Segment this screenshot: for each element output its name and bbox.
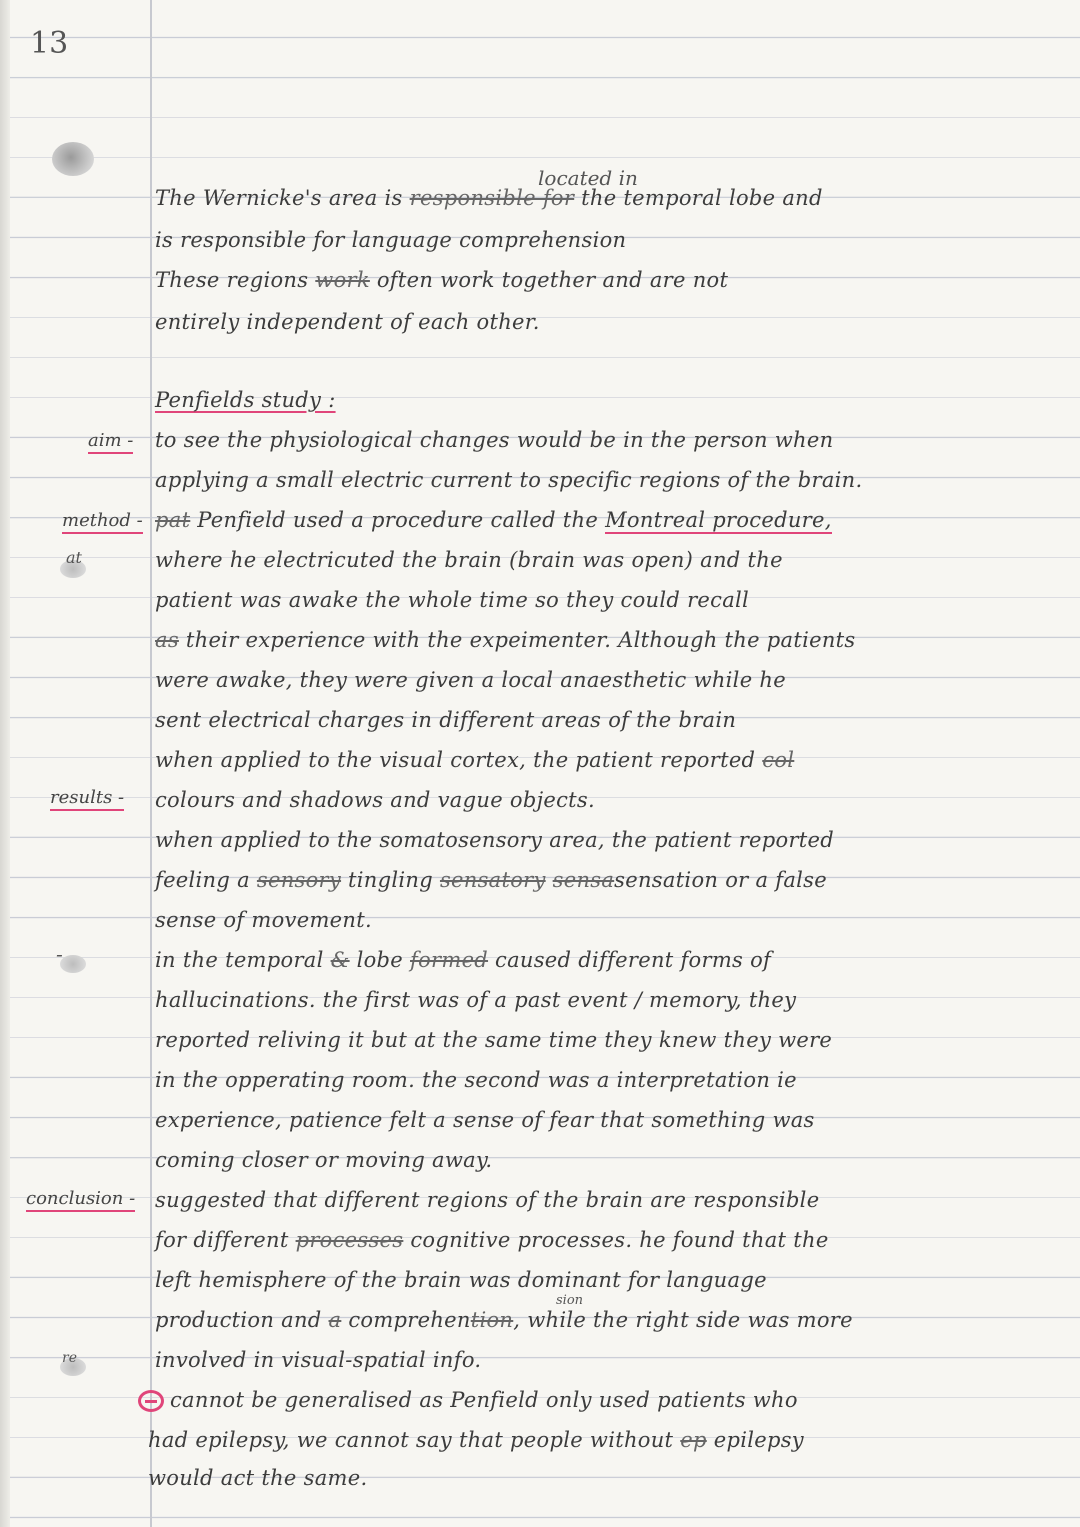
- struck-text: col: [762, 748, 795, 772]
- struck-text: pat: [155, 508, 191, 532]
- text-fragment: lobe: [349, 948, 410, 972]
- text-line: [155, 178, 823, 218]
- method-line: sent electrical charges in different areas of the brain: [155, 708, 737, 732]
- text-fragment: The Wernicke's area is: [155, 186, 410, 210]
- highlighted-term: Montreal procedure,: [605, 508, 832, 532]
- method-line: [155, 500, 832, 540]
- text-line: entirely independent of each other.: [155, 310, 540, 334]
- text-fragment: production and: [155, 1308, 329, 1332]
- struck-text: ep: [680, 1428, 707, 1452]
- heading-text: Penfields study :: [155, 388, 336, 412]
- results-line: hallucinations. the first was of a past event / memory, they: [155, 988, 797, 1012]
- struck-text: responsible for: [409, 186, 575, 210]
- conclusion-line: involved in visual-spatial info.: [155, 1348, 482, 1372]
- margin-label-aim: aim -: [88, 430, 133, 454]
- margin-mark-re: re: [62, 1350, 77, 1366]
- text-fragment: their experience with the expeimenter. Although the patients: [178, 628, 856, 652]
- struck-text: sensa: [552, 868, 615, 892]
- text-fragment: often work together and are not: [369, 268, 729, 292]
- results-line: [155, 740, 794, 780]
- text-fragment: had epilepsy, we cannot say that people without: [148, 1428, 681, 1452]
- results-line: reported reliving it but at the same time they knew they were: [155, 1028, 833, 1052]
- results-line: [155, 940, 771, 980]
- method-line: were awake, they were given a local anaesthetic while he: [155, 668, 786, 692]
- conclusion-line: [155, 1300, 853, 1340]
- margin-label-method: method -: [62, 510, 143, 534]
- punch-hole-top: [52, 142, 94, 176]
- results-line: experience, patience felt a sense of fear that something was: [155, 1108, 815, 1132]
- section-heading: [155, 380, 336, 420]
- negative-point-icon: [138, 1390, 164, 1412]
- text-fragment: , while the right side was more: [513, 1308, 853, 1332]
- text-fragment: sensation or a false: [614, 868, 827, 892]
- annotation-sion: sion: [556, 1293, 584, 1308]
- results-line: in the opperating room. the second was a interpretation ie: [155, 1068, 797, 1092]
- struck-text: as: [155, 628, 179, 652]
- margin-label-conclusion: conclusion -: [26, 1188, 135, 1212]
- results-line: colours and shadows and vague objects.: [155, 788, 595, 812]
- text-line: [155, 260, 728, 300]
- method-line: [155, 620, 856, 660]
- text-fragment: epilepsy: [706, 1428, 804, 1452]
- conclusion-line: [155, 1220, 829, 1260]
- text-fragment: [546, 868, 553, 892]
- method-line: patient was awake the whole time so they could recall: [155, 588, 750, 612]
- text-fragment: Penfield used a procedure called the: [190, 508, 606, 532]
- struck-text: tion: [470, 1308, 514, 1332]
- conclusion-line: left hemisphere of the brain was dominant for language: [155, 1268, 767, 1292]
- text-fragment: for different: [155, 1228, 296, 1252]
- method-line: where he electricuted the brain (brain was open) and the: [155, 548, 783, 572]
- results-line: coming closer or moving away.: [155, 1148, 493, 1172]
- text-fragment: caused different forms of: [488, 948, 772, 972]
- annotation-located-in: located in: [538, 166, 638, 190]
- margin-mark-dash: -: [56, 942, 63, 966]
- struck-text: formed: [410, 948, 489, 972]
- margin-line: [150, 0, 152, 1527]
- aim-line: to see the physiological changes would be in the person when: [155, 428, 834, 452]
- struck-text: &: [330, 948, 350, 972]
- struck-text: sensory: [256, 868, 342, 892]
- text-fragment: in the temporal: [155, 948, 331, 972]
- text-fragment: the temporal lobe and: [574, 186, 823, 210]
- results-line: when applied to the somatosensory area, the patient reported: [155, 828, 835, 852]
- margin-mark-at: at: [66, 548, 82, 567]
- page-spine: [0, 0, 10, 1527]
- struck-text: work: [315, 268, 370, 292]
- text-fragment: cognitive processes. he found that the: [403, 1228, 829, 1252]
- struck-text: sensatory: [439, 868, 546, 892]
- punch-hole-mark: [60, 955, 86, 973]
- text-fragment: comprehen: [341, 1308, 471, 1332]
- aim-line: applying a small electric current to specific regions of the brain.: [155, 468, 863, 492]
- evaluation-line: would act the same.: [148, 1466, 368, 1490]
- conclusion-line: suggested that different regions of the brain are responsible: [155, 1188, 820, 1212]
- text-fragment: when applied to the visual cortex, the patient reported: [155, 748, 763, 772]
- text-fragment: feeling a: [155, 868, 257, 892]
- struck-text: a: [328, 1308, 342, 1332]
- page-number: 13: [30, 26, 69, 61]
- struck-text: processes: [295, 1228, 404, 1252]
- results-line: sense of movement.: [155, 908, 372, 932]
- results-line: [155, 860, 827, 900]
- text-fragment: tingling: [341, 868, 440, 892]
- evaluation-line: cannot be generalised as Penfield only used patients who: [170, 1388, 798, 1412]
- text-fragment: These regions: [155, 268, 316, 292]
- evaluation-line: [148, 1420, 804, 1460]
- margin-label-results-visible: results -: [50, 787, 124, 811]
- text-line: is responsible for language comprehension: [155, 228, 627, 252]
